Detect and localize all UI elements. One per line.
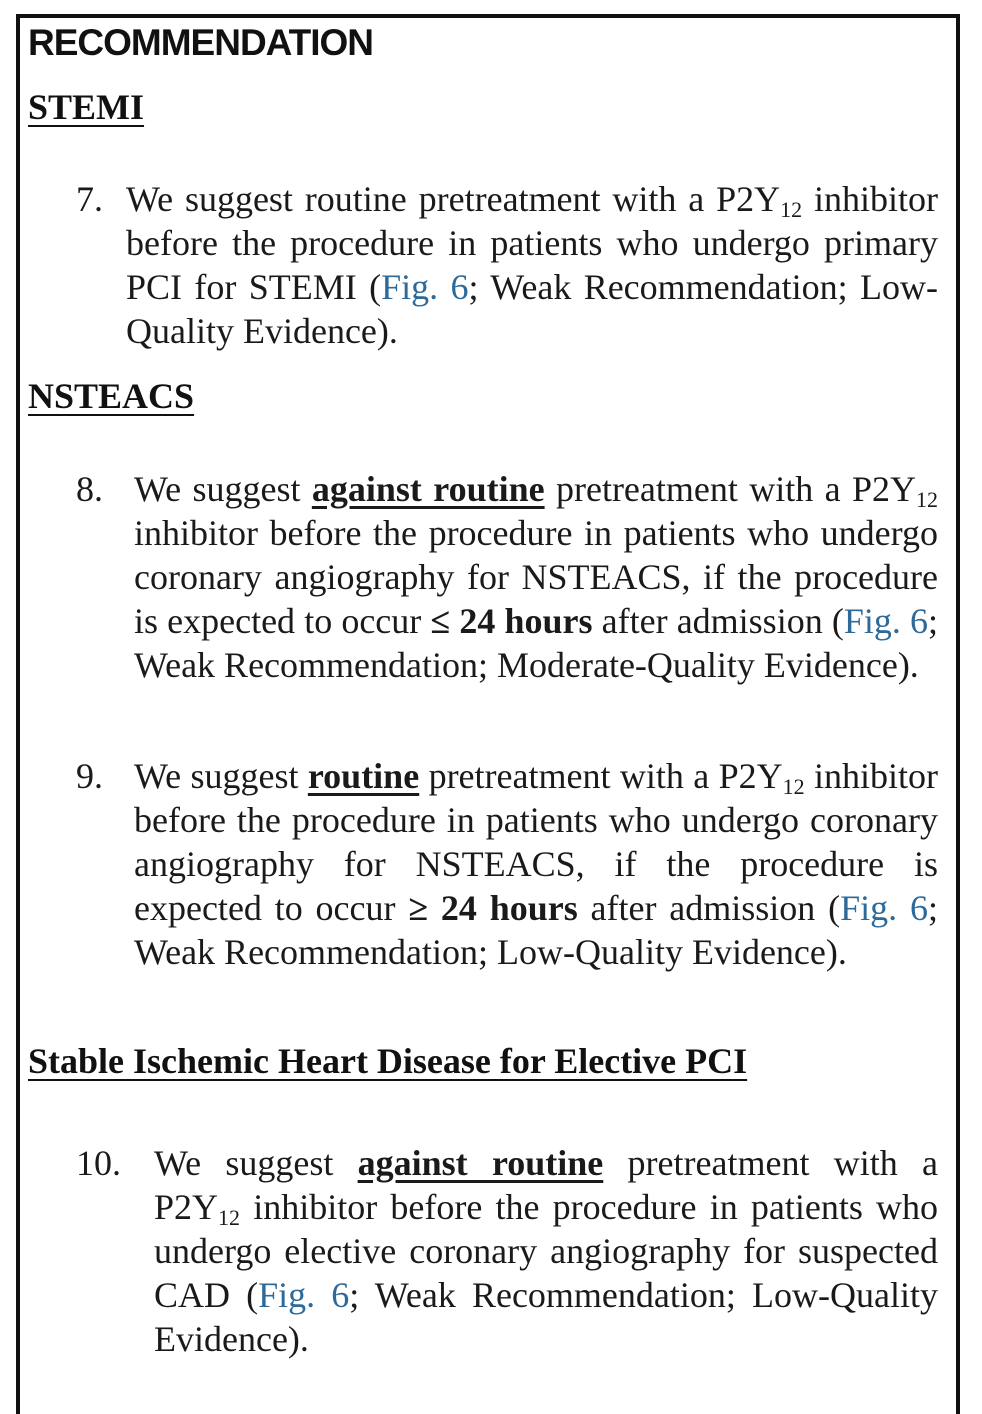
- figure-6-link[interactable]: Fig. 6: [258, 1275, 350, 1315]
- recommendation-number: 7.: [76, 179, 103, 219]
- figure-6-link[interactable]: Fig. 6: [843, 601, 928, 641]
- emphasis-against-routine: against routine: [311, 469, 545, 509]
- section-heading-nsteacs: NSTEACS: [28, 376, 195, 416]
- emphasis-time-threshold: ≥ 24 hours: [408, 888, 578, 928]
- recommendation-number: 10.: [76, 1143, 121, 1183]
- recommendation-8: 8. We suggest against routine pretreatment with a $P2Y_{12}$ inhibitor before the procedure in patients who undergo coronary angiography for NSTEACS, if the procedure is expected to occur ≤ 24 hours after admission (Fig. 6; Weak Recommendation; Moderate-Quality Evidence).: [76, 469, 939, 685]
- recommendation-10: 10. We suggest against routine pretreatment with a $P2Y_{12}$ inhibitor before the procedure in patients who undergo elective coronary angiography for suspected CAD (Fig. 6; Weak Recommendation; Low-Quality Evidence).: [76, 1143, 938, 1359]
- section-heading-stable-ischemic-heart-disease: Stable Ischemic Heart Disease for Elective PCI: [28, 1041, 748, 1081]
- emphasis-time-threshold: ≤ 24 hours: [430, 601, 593, 641]
- recommendation-7: 7. We suggest routine pretreatment with a $P2Y_{12}$ inhibitor before the procedure in patients who undergo primary PCI for STEMI (Fig. 6; Weak Recommendation; Low-Quality Evidence).: [76, 179, 939, 351]
- emphasis-against-routine: against routine: [357, 1143, 604, 1183]
- recommendation-number: 8.: [76, 469, 103, 509]
- recommendation-9: 9. We suggest routine pretreatment with a $P2Y_{12}$ inhibitor before the procedure in patients who undergo coronary angiography for NSTEACS, if the procedure is expected to occur ≥ 24 hours after admission (Fig. 6; Weak Recommendation; Low-Quality Evidence).: [76, 756, 939, 972]
- figure-6-link[interactable]: Fig. 6: [381, 267, 469, 307]
- recommendation-heading: RECOMMENDATION: [28, 22, 374, 63]
- section-heading-stemi: STEMI: [28, 87, 145, 127]
- figure-6-link[interactable]: Fig. 6: [840, 888, 928, 928]
- recommendation-number: 9.: [76, 756, 103, 796]
- emphasis-routine: routine: [307, 756, 420, 796]
